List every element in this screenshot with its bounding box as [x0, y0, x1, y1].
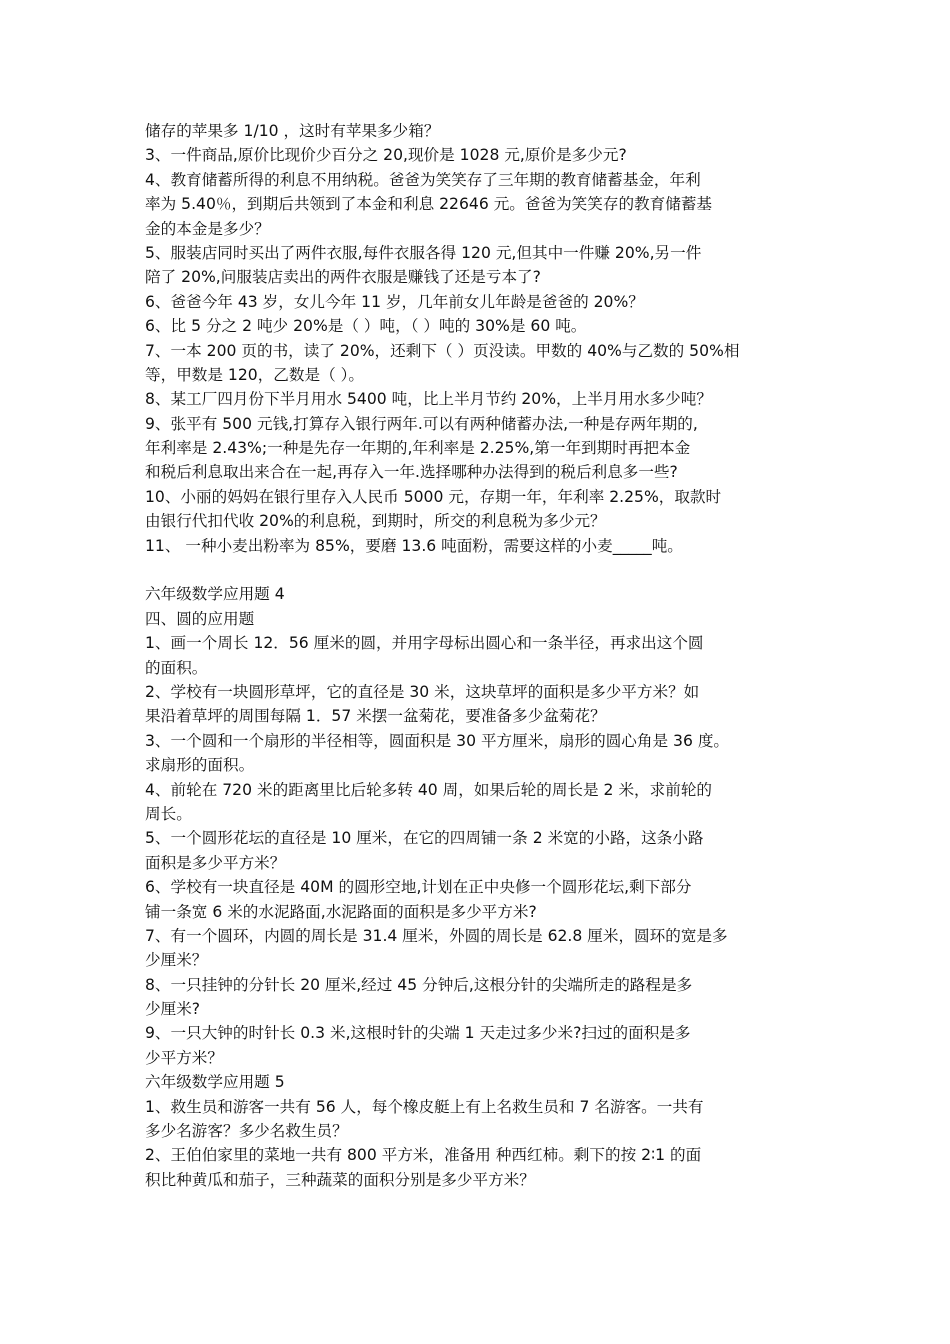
text-line: 6、学校有一块直径是 40M 的圆形空地,计划在正中央修一个圆形花坛,剩下部分: [145, 878, 692, 897]
text-line: 储存的苹果多 1/10 ，这时有苹果多少箱？: [145, 122, 440, 140]
text-line: 3、一件商品,原价比现价少百分之 20,现价是 1028 元,原价是多少元?: [145, 146, 627, 165]
text-line: 积比种黄瓜和茄子，三种蔬菜的面积分别是多少平方米？: [145, 1170, 535, 1189]
text-line: 7、有一个圆环，内圆的周长是 31.4 厘米，外圆的周长是 62.8 厘米，圆环的宽是多: [145, 926, 728, 945]
text-line: 等，甲数是 120，乙数是（ ）。: [145, 365, 365, 384]
document-body: [145, 119, 835, 1192]
text-line: 5、一个圆形花坛的直径是 10 厘米，在它的四周铺一条 2 米宽的小路，这条小路: [145, 829, 704, 848]
text-line: 和税后利息取出来合在一起,再存入一年.选择哪种办法得到的税后利息多一些?: [145, 463, 678, 482]
text-line: 8、一只挂钟的分针长 20 厘米,经过 45 分钟后,这根分针的尖端所走的路程是多: [145, 975, 693, 994]
text-line: 8、某工厂四月份下半月用水 5400 吨，比上半月节约 20%，上半月用水多少吨？: [145, 390, 712, 409]
text-line: 7、一本 200 页的书，读了 20%，还剩下（ ）页没读。甲数的 40%与乙数的 50%相: [145, 341, 740, 360]
text-line: 少厘米?: [145, 1000, 201, 1019]
text-line: 金的本金是多少？: [145, 219, 270, 238]
text-line: 面积是多少平方米？: [145, 853, 286, 872]
text-line: 少平方米？: [145, 1048, 223, 1067]
section-circle-problems: [145, 582, 835, 1192]
text-line: 铺一条宽 6 米的水泥路面,水泥路面的面积是多少平方米?: [145, 902, 537, 921]
text-line: 1、画一个周长 12．56 厘米的圆，并用字母标出圆心和一条半径，再求出这个圆: [145, 634, 704, 653]
text-line: 2、王伯伯家里的菜地一共有 800 平方米，准备用 种西红柿。剩下的按 2∶1 的面: [145, 1146, 702, 1165]
text-line: 2、学校有一块圆形草坪，它的直径是 30 米，这块草坪的面积是多少平方米？如: [145, 682, 700, 701]
text-line: 果沿着草坪的周围每隔 1．57 米摆一盆菊花，要准备多少盆菊花？: [145, 707, 606, 726]
text-line: 年利率是 2.43%;一种是先存一年期的,年利率是 2.25%,第一年到期时再把本金: [145, 439, 691, 458]
text-line: 3、一个圆和一个扇形的半径相等，圆面积是 30 平方厘米，扇形的圆心角是 36 度。: [145, 731, 730, 750]
text-line: 少厘米？: [145, 951, 208, 970]
text-line: 9、张平有 500 元钱,打算存入银行两年.可以有两种储蓄办法,一种是存两年期的,: [145, 414, 698, 433]
section-heading: 六年级数学应用题 4: [145, 585, 285, 604]
text-line: 9、一只大钟的时针长 0.3 米,这根时针的尖端 1 天走过多少米?扫过的面积是多: [145, 1024, 691, 1043]
text-line: 1、救生员和游客一共有 56 人，每个橡皮艇上有上名救生员和 7 名游客。一共有: [145, 1097, 704, 1116]
text-line: 10、小丽的妈妈在银行里存入人民币 5000 元，存期一年，年利率 2.25%，取款时: [145, 487, 722, 506]
text-line: 多少名游客？多少名救生员？: [145, 1122, 348, 1141]
section-subheading: 四、圆的应用题: [145, 609, 255, 628]
text-line: 由银行代扣代收 20%的利息税，到期时，所交的利息税为多少元？: [145, 512, 606, 531]
text-line: 4、教育储蓄所得的利息不用纳税。爸爸为笑笑存了三年期的教育储蓄基金，年利: [145, 170, 701, 189]
text-line: 5、服装店同时买出了两件衣服,每件衣服各得 120 元,但其中一件赚 20%,另一件: [145, 243, 702, 262]
text-line: 6、比 5 分之 2 吨少 20%是（ ）吨，（ ）吨的 30%是 60 吨。: [145, 317, 587, 336]
section-percentage-problems: [145, 119, 835, 558]
text-line: 6、爸爸今年 43 岁，女儿今年 11 岁，几年前女儿年龄是爸爸的 20%？: [145, 292, 644, 311]
text-line: 陪了 20%,问服装店卖出的两件衣服是赚钱了还是亏本了?: [145, 268, 541, 287]
paragraph-gap: [145, 558, 835, 582]
text-line: 4、前轮在 720 米的距离里比后轮多转 40 周，如果后轮的周长是 2 米，求前轮的: [145, 780, 713, 799]
text-line: 周长。: [145, 804, 192, 823]
text-line: 的面积。: [145, 658, 208, 677]
section-heading: 六年级数学应用题 5: [145, 1073, 285, 1092]
text-line: 求扇形的面积。: [145, 756, 255, 775]
text-line: 11、 一种小麦出粉率为 85%，要磨 13.6 吨面粉，需要这样的小麦_____吨。: [145, 536, 683, 555]
text-line: 率为 5.40％，到期后共领到了本金和利息 22646 元。爸爸为笑笑存的教育储蓄基: [145, 195, 713, 214]
